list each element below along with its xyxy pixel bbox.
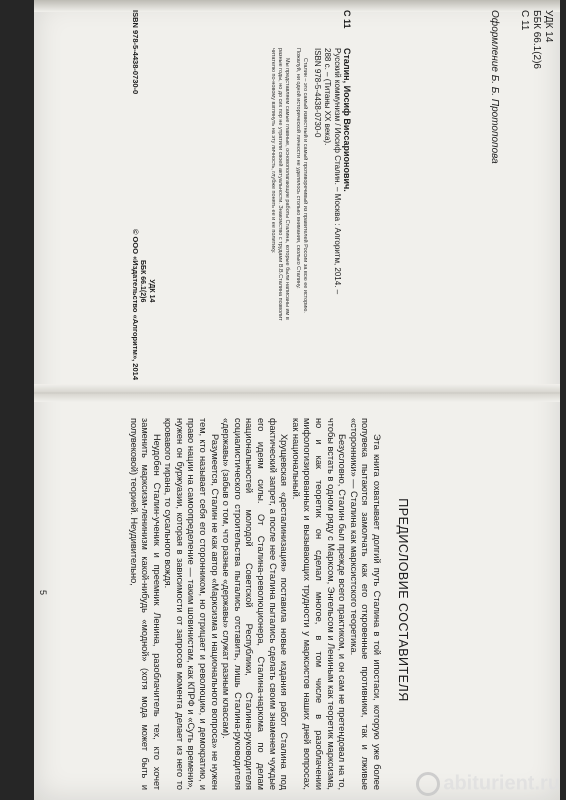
watermark-logo-icon xyxy=(416,772,440,796)
bbk-line: ББК 66.1(2)6 xyxy=(531,10,542,69)
cip-code: С 11 xyxy=(342,10,352,29)
watermark xyxy=(416,772,560,796)
cip-isbn: ISBN 978-5-4438-0730-0 xyxy=(313,48,322,138)
preface-paragraph: Неудобен Сталин-ученик и преемник Ленина, разоблачитель тех, кто хочет заменить марксизм-ленинизм какой-нибудь «модной» (хотя мода может быть и полувековой) теорией. Неудивительно, xyxy=(128,418,162,790)
preface-paragraph: Хрущевская «десталинизация» поставила новые издания работ Сталина под фактический запрет, а после нее Сталина пытались сделать своим знаменем чуждые его идеям силы. От Сталина-революционера, Сталина-наркома по делам национальностей молодой Советской Республики, Сталина-руководителя социалистического строительства пытались отставить, лишь Сталина-руководителя «державы» (забыв о том, что разные «державы» служат разным классам). xyxy=(221,418,290,790)
cip-record xyxy=(269,48,352,328)
cip-series: 288 с. – (Титаны XX века). xyxy=(323,48,332,146)
cip-author: Сталин, Иосиф Виссарионович. xyxy=(342,48,352,192)
watermark-area xyxy=(420,736,560,796)
udk-small-line: УДК 14 xyxy=(148,279,155,303)
preface-paragraph: Разумеется, Сталин не как автор «Марксизма и национального вопроса» не нужен тем, кто называет себя его сторонником, но отрицает и революцию, и демократию, и право нации на самоопределение — таким шовинистам, как КПРФ и «Суть времени», нужен он буржуазии, которая в зависимости от запросов момента делает из него то кровавого тирана, то сусального вождя. xyxy=(163,418,220,790)
preface-title: ПРЕДИСЛОВИЕ СОСТАВИТЕЛЯ xyxy=(396,498,410,702)
cip-code-line: С 11 xyxy=(519,10,530,31)
isbn-footer-text: ISBN 978-5-4438-0730-0 xyxy=(131,10,140,95)
bbk-small-line: ББК 66.1(2)6 xyxy=(139,260,146,303)
preface-body xyxy=(127,418,382,790)
cip-annotation-1: Сталин – это самый известный и самый противоречивый из правителей России за всю ее историю. Пожалуй, ни одной исторической личности не уделялось столько внимания, сколько Сталину. xyxy=(295,48,308,313)
preface-paragraph: Эта книга охватывает долгий путь Сталина в той ипостаси, которую уже более полувека пытаются замолчать как его откровенные противники, так и лживые «сторонники» — Сталина как марксистского теоретика. xyxy=(348,418,382,790)
design-credit: Оформление Б. Б. Протопопова xyxy=(489,10,500,164)
cip-annotation-2: Мы представляем самые главные, основополагающие работы Сталина, которые были написаны им в разные годы, но до сих пор не утратили своей актуальности. Знакомство с трудами В.В.Сталина позволит читателю по-новому взглянуть на эту личность, глубже понять ее и ее политику. xyxy=(270,48,290,321)
cip-title: Русский коммунизм / Иосиф Сталин. – Москва : Алгоритм, 2014. – xyxy=(333,48,342,295)
watermark-text: abiturient.ru xyxy=(443,772,560,795)
copyright-text: © ООО «Издательство «Алгоритм», 2014 xyxy=(131,228,140,380)
udk-block xyxy=(518,10,554,69)
page-number: 5 xyxy=(38,590,48,596)
udk-line: УДК 14 xyxy=(543,10,554,43)
imprint-page xyxy=(34,0,560,392)
udk-small-block xyxy=(138,260,156,302)
isbn-footer xyxy=(131,10,140,380)
rotated-content xyxy=(34,0,560,800)
preface-paragraph: Безусловно, Сталин был прежде всего практиком, и он сам не претендовал на то, чтобы встать в одном ряду с Марксом, Энгельсом и Лениным как теоретик марксизма, но и как теоретик он сделал многое, в том числе в разоблачении мифологизированных и вызывающих трудности у марксистов наших дней вопросах, как национальный. xyxy=(290,418,348,790)
book-spread xyxy=(34,0,560,800)
